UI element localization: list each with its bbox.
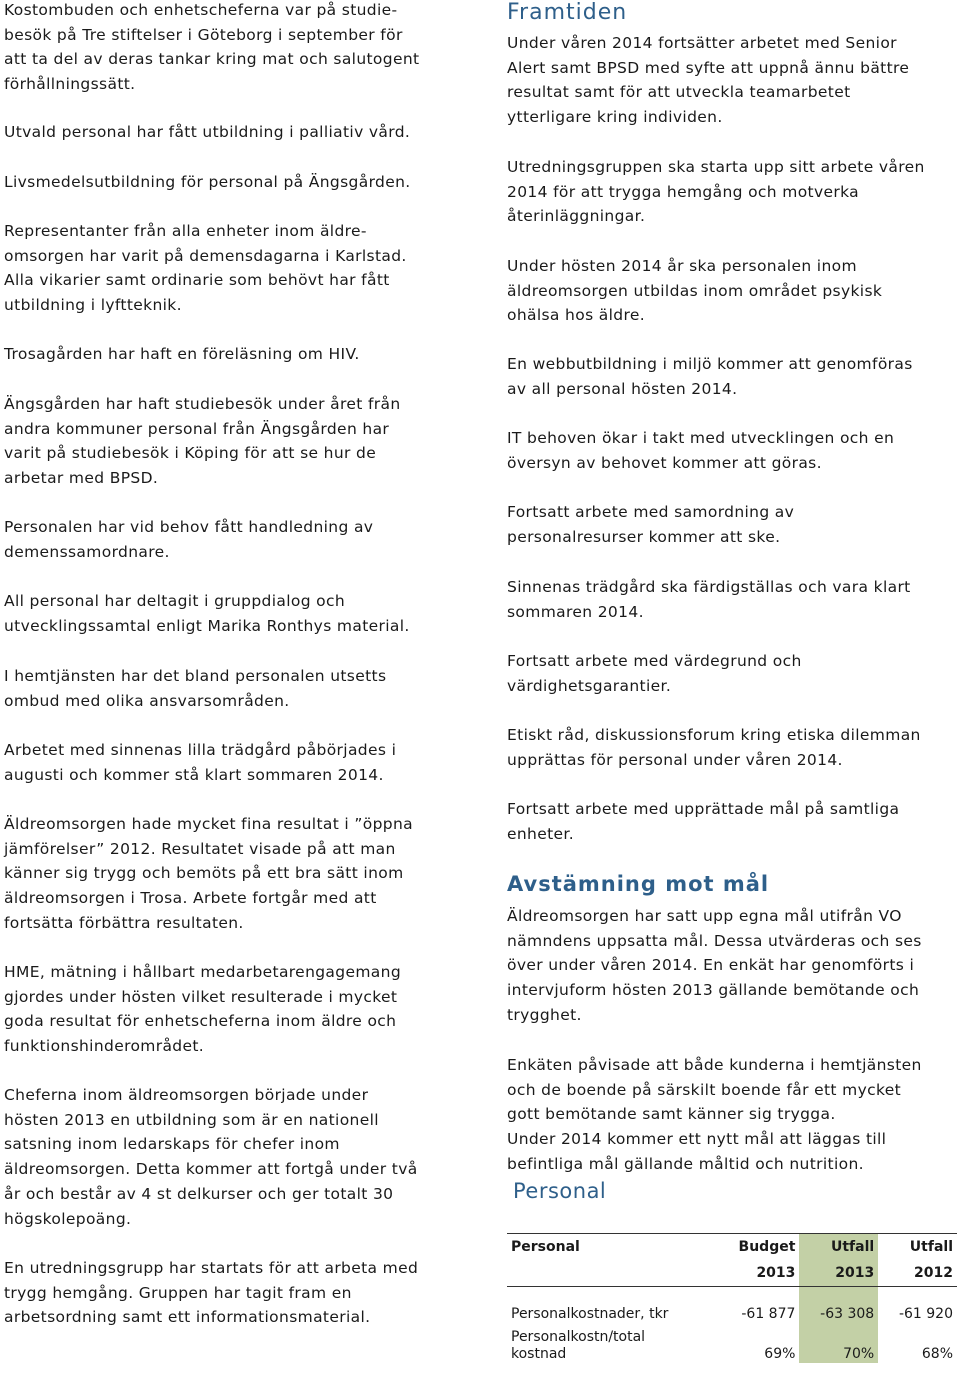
section-heading-framtiden: Framtiden (507, 0, 628, 25)
section-heading-personal: Personal (513, 1179, 607, 1203)
personal-table (507, 1233, 957, 1363)
table-header-cell: 2013 (799, 1260, 878, 1287)
table-row (507, 1327, 957, 1363)
paragraph: All personal har deltagit i gruppdialog och utvecklingssamtal enligt Marika Ronthys material. (4, 592, 410, 635)
paragraph: Äldreomsorgen hade mycket fina resultat i ”öppna jämförelser” 2012. Resultatet visade på att man känner sig trygg och bemöts på ett bra sätt inom äldreomsorgen i Trosa. Arbete fortgår med att fortsätta förbättra resultaten. (4, 815, 413, 932)
table-cell: -61 920 (898, 1306, 953, 1322)
table-cell: Personalkostnader, tkr (511, 1306, 669, 1322)
table-header-cell: Utfall (799, 1234, 878, 1261)
table-header-row (507, 1234, 957, 1261)
table-cell: 68% (921, 1346, 953, 1362)
table-cell: Personalkostn/total kostnad (511, 1329, 646, 1362)
paragraph: En webbutbildning i miljö kommer att genomföras av all personal hösten 2014. (507, 355, 913, 398)
paragraph: Enkäten påvisade att både kunderna i hemtjänsten och de boende på särskilt boende får ett mycket gott bemötande samt känner sig trygga. Under 2014 kommer ett nytt mål att läggas till befintliga mål gällande måltid och nutrition. (507, 1056, 922, 1173)
paragraph: IT behoven ökar i takt med utvecklingen och en översyn av behovet kommer att göras. (507, 429, 895, 472)
table-year-row (507, 1260, 957, 1287)
section-heading-avstamning: Avstämning mot mål (507, 872, 770, 896)
table-cell: 70% (799, 1327, 878, 1363)
paragraph: Representanter från alla enheter inom äldre- omsorgen har varit på demensdagarna i Karlstad. Alla vikarier samt ordinarie som behövt har fått utbildning i lyftteknik. (4, 222, 407, 315)
paragraph: Utredningsgruppen ska starta upp sitt arbete våren 2014 för att trygga hemgång och motverka återinläggningar. (507, 158, 925, 226)
paragraph: Fortsatt arbete med upprättade mål på samtliga enheter. (507, 800, 900, 843)
paragraph: Arbetet med sinnenas lilla trädgård påbörjades i augusti och kommer stå klart sommaren 2014. (4, 741, 397, 784)
paragraph: Äldreomsorgen har satt upp egna mål utifrån VO nämndens uppsatta mål. Dessa utvärderas och ses över under våren 2014. En enkät har genomförts i intervjuform hösten 2013 gällande bemötande och trygghet. (507, 907, 922, 1024)
paragraph: En utredningsgrupp har startats för att arbeta med trygg hemgång. Gruppen har tagit fram en arbetsordning samt ett informationsmaterial. (4, 1259, 419, 1327)
table-header-cell: Budget (717, 1234, 799, 1261)
table-header-cell: Personal (507, 1234, 717, 1261)
table-header-cell: 2013 (756, 1265, 796, 1281)
table-row (507, 1301, 957, 1327)
paragraph: HME, mätning i hållbart medarbetarengagemang gjordes under hösten vilket resulterade i mycket goda resultat för enhetscheferna inom äldre och funktionshinderområdet. (4, 963, 402, 1056)
paragraph: Personalen har vid behov fått handledning av demenssamordnare. (4, 518, 374, 561)
table-cell: -63 308 (799, 1301, 878, 1327)
table-header-cell: 2012 (914, 1265, 953, 1281)
paragraph: I hemtjänsten har det bland personalen utsetts ombud med olika ansvarsområden. (4, 667, 387, 710)
table-divider (507, 1287, 957, 1302)
paragraph: Livsmedelsutbildning för personal på Ängsgården. (4, 173, 411, 191)
paragraph: Kostombuden och enhetscheferna var på studie- besök på Tre stiftelser i Göteborg i september för att ta del av deras tankar kring mat och salutogent förhållningssätt. (4, 1, 420, 94)
paragraph: Etiskt råd, diskussionsforum kring etiska dilemman upprättas för personal under våren 2014. (507, 726, 921, 769)
table-cell: -61 877 (741, 1306, 796, 1322)
paragraph: Fortsatt arbete med samordning av personalresurser kommer att ske. (507, 503, 795, 546)
paragraph: Under hösten 2014 år ska personalen inom äldreomsorgen utbildas inom området psykisk ohälsa hos äldre. (507, 257, 883, 325)
paragraph: Ängsgården har haft studiebesök under året från andra kommuner personal från Ängsgården har varit på studiebesök i Köping för att se hur de arbetar med BPSD. (4, 395, 401, 488)
paragraph: Under våren 2014 fortsätter arbetet med Senior Alert samt BPSD med syfte att uppnå ännu bättre resultat samt för att utveckla teamarbetet ytterligare kring individen. (507, 34, 910, 127)
table-header-cell: Utfall (878, 1234, 957, 1261)
table-cell: 69% (764, 1346, 796, 1362)
paragraph: Cheferna inom äldreomsorgen började under hösten 2013 en utbildning som är en nationell satsning inom ledarskaps för chefer inom äldreomsorgen. Detta kommer att fortgå under två år och består av 4 st delkurser och ger totalt 30 högskolepoäng. (4, 1086, 418, 1228)
table-header-cell (507, 1260, 717, 1287)
paragraph: Fortsatt arbete med värdegrund och värdighetsgarantier. (507, 652, 802, 695)
paragraph: Trosagården har haft en föreläsning om HIV. (4, 345, 360, 363)
paragraph: Utvald personal har fått utbildning i palliativ vård. (4, 123, 411, 141)
paragraph: Sinnenas trädgård ska färdigställas och vara klart sommaren 2014. (507, 578, 911, 621)
